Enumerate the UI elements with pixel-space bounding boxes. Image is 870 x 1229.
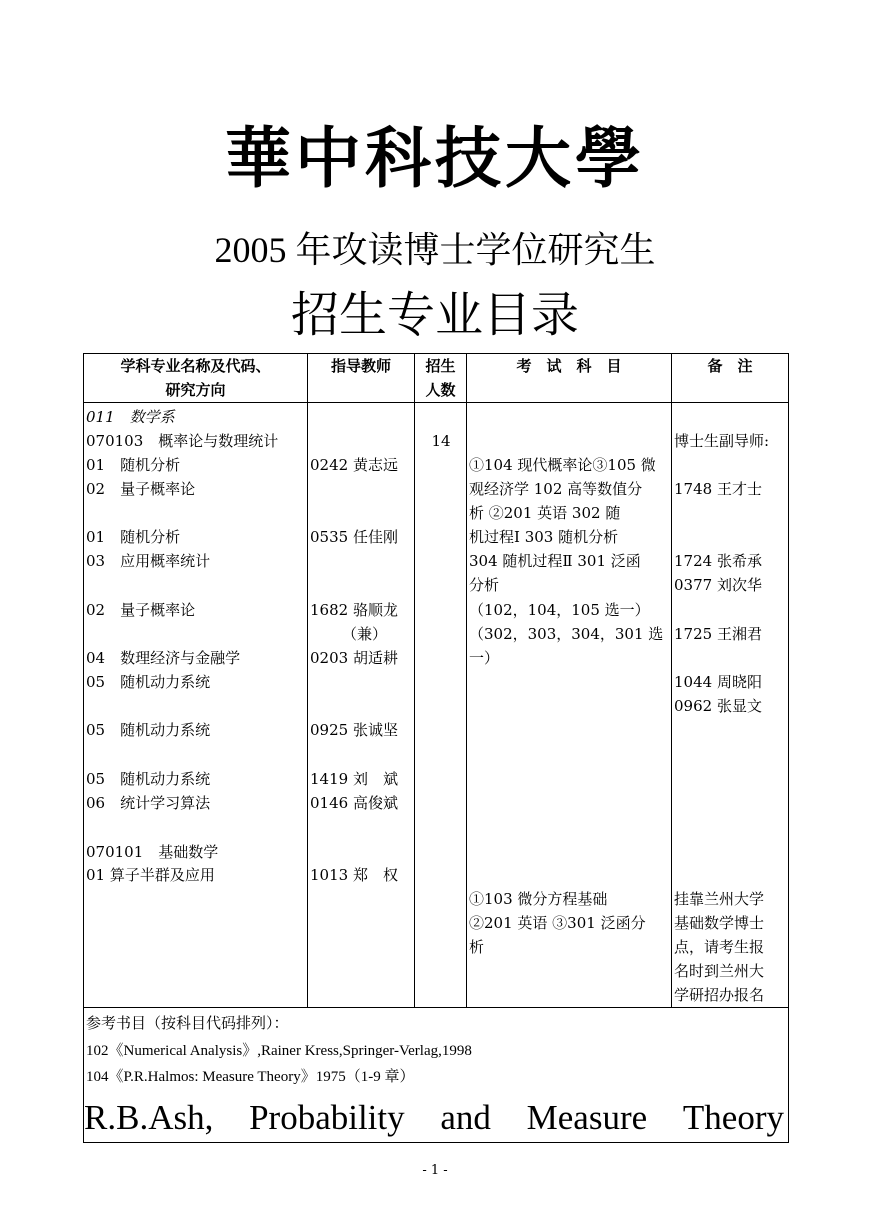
reference-word: Measure xyxy=(526,1098,648,1137)
exam-line: ①103 微分方程基础 xyxy=(469,890,608,908)
notes-cell xyxy=(672,403,789,1008)
major-line: 01 随机分析 xyxy=(86,456,181,474)
reference-word: R.B.Ash, xyxy=(84,1098,214,1137)
reference-word: and xyxy=(440,1098,491,1137)
supervisor-line: 0535 任佳刚 xyxy=(310,528,398,546)
quota-cell xyxy=(415,403,467,1008)
notes-line: 名时到兰州大 xyxy=(674,962,765,980)
university-logo: 華中科技大學 xyxy=(225,119,645,197)
notes-line: 1725 王湘君 xyxy=(674,625,762,643)
references-cell xyxy=(84,1008,789,1143)
major-line: 02 量子概率论 xyxy=(86,480,196,498)
quota-value: 14 xyxy=(431,432,451,450)
exam-line: 析 xyxy=(469,938,485,956)
exam-line: 机过程Ⅰ 303 随机分析 xyxy=(469,528,619,546)
table-header-row xyxy=(84,354,789,403)
exam-line: 观经济学 102 高等数值分 xyxy=(469,480,643,498)
major-cell xyxy=(84,403,308,1008)
exam-line: 304 随机过程Ⅱ 301 泛函 xyxy=(469,552,641,570)
header-quota-line2: 人数 xyxy=(425,381,456,399)
page-title: 2005 年攻读博士学位研究生 xyxy=(214,230,656,270)
exam-line: ②201 英语 ③301 泛函分 xyxy=(469,914,646,932)
supervisor-line: 0203 胡适耕 xyxy=(310,649,398,667)
supervisor-cell xyxy=(308,403,415,1008)
header-major-line2: 研究方向 xyxy=(165,381,226,399)
supervisor-line: 1419 刘 斌 xyxy=(310,770,398,788)
page-number: - 1 - xyxy=(422,1163,448,1178)
page-subtitle: 招生专业目录 xyxy=(290,287,579,343)
header-quota-line1: 招生 xyxy=(425,357,456,375)
references-row xyxy=(84,1008,789,1143)
supervisor-line: 0925 张诚坚 xyxy=(310,721,398,739)
major-line: 05 随机动力系统 xyxy=(86,721,211,739)
major-line: 03 应用概率统计 xyxy=(86,552,211,570)
major-line: 070101 基础数学 xyxy=(86,843,219,861)
major-line: 05 随机动力系统 xyxy=(86,673,211,691)
reference-word: Theory xyxy=(682,1098,784,1137)
reference-item: 104《P.R.Halmos: Measure Theory》1975（1-9 章） xyxy=(86,1069,415,1085)
table-row xyxy=(84,403,789,1008)
references-heading: 参考书目（按科目代码排列）： xyxy=(86,1014,289,1032)
major-line: 02 量子概率论 xyxy=(86,601,196,619)
header-notes: 备 注 xyxy=(672,354,789,403)
notes-line: 1748 王才士 xyxy=(674,480,762,498)
major-line: 04 数理经济与金融学 xyxy=(86,649,241,667)
major-line: 01 算子半群及应用 xyxy=(86,866,215,884)
exam-cell xyxy=(467,403,672,1008)
notes-line: 博士生副导师: xyxy=(674,432,770,450)
major-line: 05 随机动力系统 xyxy=(86,770,211,788)
supervisor-line: 1682 骆顺龙 xyxy=(310,601,398,619)
notes-line: 0962 张显文 xyxy=(674,697,762,715)
supervisor-line: 0242 黄志远 xyxy=(310,456,398,474)
notes-line: 1044 周晓阳 xyxy=(674,673,762,691)
notes-line: 1724 张希承 xyxy=(674,552,762,570)
header-major-line1: 学科专业名称及代码、 xyxy=(120,357,271,375)
exam-line: ①104 现代概率论③105 微 xyxy=(469,456,656,474)
notes-line: 基础数学博士 xyxy=(674,914,765,932)
catalog-table xyxy=(83,353,789,1143)
major-line: 011 数学系 xyxy=(86,408,175,426)
supervisor-line: 0146 高俊斌 xyxy=(310,794,398,812)
notes-line: 0377 刘次华 xyxy=(674,576,762,594)
major-line: 06 统计学习算法 xyxy=(86,794,211,812)
exam-line: （302，303，304，301 选 xyxy=(469,625,664,643)
reference-word: Probability xyxy=(249,1098,405,1137)
reference-item: 102《Numerical Analysis》,Rainer Kress,Springer-Verlag,1998 xyxy=(86,1043,472,1059)
major-line: 01 随机分析 xyxy=(86,528,181,546)
notes-line: 学研招办报名 xyxy=(674,986,765,1004)
notes-line: 点，请考生报 xyxy=(674,938,765,956)
reference-item-large xyxy=(84,1096,784,1140)
exam-line: 分析 xyxy=(469,576,500,594)
header-major xyxy=(84,354,308,403)
exam-line: 一） xyxy=(469,649,500,667)
exam-line: 析 ②201 英语 302 随 xyxy=(469,504,621,522)
header-quota xyxy=(415,354,467,403)
supervisor-line: 1013 郑 权 xyxy=(310,866,398,884)
notes-line: 挂靠兰州大学 xyxy=(674,890,765,908)
header-exam: 考 试 科 目 xyxy=(467,354,672,403)
header-supervisor: 指导教师 xyxy=(308,354,415,403)
exam-line: （102，104，105 选一） xyxy=(469,601,650,619)
supervisor-line: （兼） xyxy=(342,625,388,643)
major-line: 070103 概率论与数理统计 xyxy=(86,432,279,450)
